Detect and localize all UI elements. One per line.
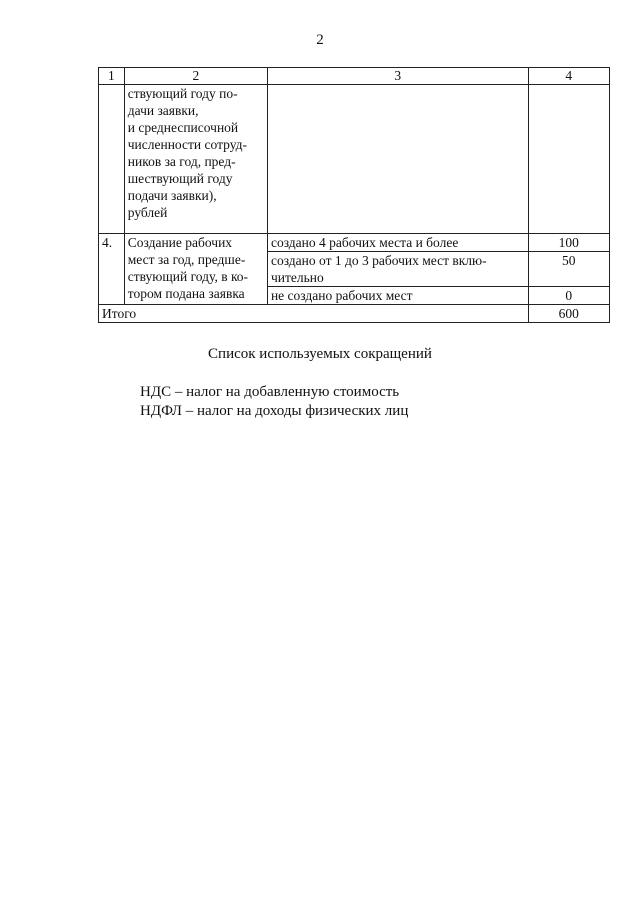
total-value: 600 bbox=[528, 305, 609, 323]
abbreviations-list bbox=[140, 383, 408, 421]
continued-num-cell bbox=[99, 85, 125, 234]
continued-criterion-cell: ствующий году по- дачи заявки, и среднесписочной численности сотруд- ников за год, пред- шествующий году подачи заявки), рублей bbox=[124, 85, 267, 234]
header-col-2: 2 bbox=[124, 68, 267, 85]
continued-condition-cell bbox=[267, 85, 528, 234]
row-4-score-2: 50 bbox=[528, 252, 609, 287]
table-header-row bbox=[99, 68, 610, 85]
row-4-score-3: 0 bbox=[528, 287, 609, 305]
row-4-criterion: Создание рабочих мест за год, предше- ствующий году, в ко- тором подана заявка bbox=[124, 234, 267, 305]
abbreviations-title: Список используемых сокращений bbox=[208, 346, 432, 362]
header-col-4: 4 bbox=[528, 68, 609, 85]
table-total-row bbox=[99, 305, 610, 323]
row-4-condition-2: создано от 1 до 3 рабочих мест вклю- чительно bbox=[267, 252, 528, 287]
continued-score-cell bbox=[528, 85, 609, 234]
header-col-3: 3 bbox=[267, 68, 528, 85]
row-4-num: 4. bbox=[99, 234, 125, 305]
abbreviation-item-vat: НДС – налог на добавленную стоимость bbox=[140, 384, 400, 400]
row-4-score-1: 100 bbox=[528, 234, 609, 252]
header-col-1: 1 bbox=[99, 68, 125, 85]
table-row-4-option-1 bbox=[99, 234, 610, 252]
row-4-condition-3: не создано рабочих мест bbox=[267, 287, 528, 305]
table-row-continued bbox=[99, 85, 610, 234]
abbreviation-item-income-tax: НДФЛ – налог на доходы физических лиц bbox=[140, 403, 409, 419]
total-label: Итого bbox=[99, 305, 529, 323]
row-4-condition-1: создано 4 рабочих места и более bbox=[267, 234, 528, 252]
criteria-table bbox=[98, 67, 610, 323]
page-number: 2 bbox=[316, 32, 324, 48]
